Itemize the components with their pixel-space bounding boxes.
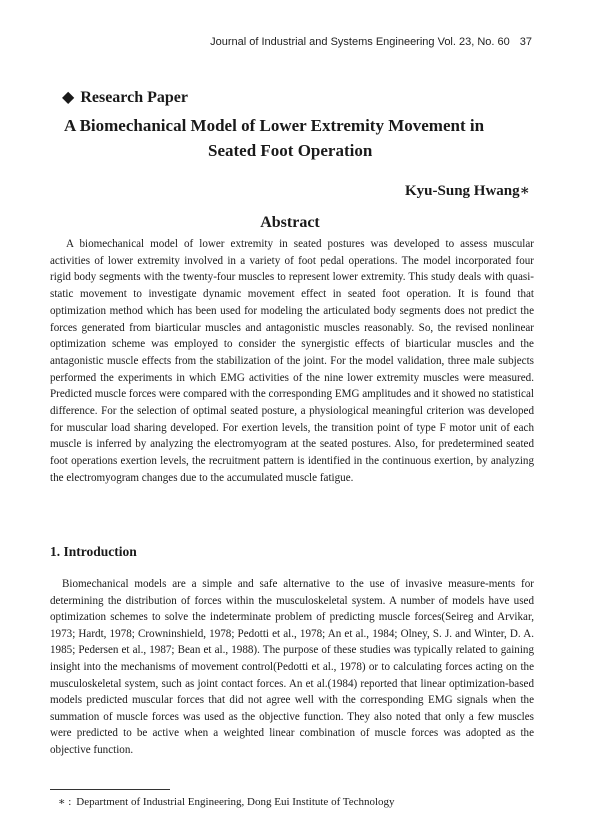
footnote-text: Department of Industrial Engineering, Dong Eui Institute of Technology bbox=[76, 796, 395, 808]
page-number: 37 bbox=[519, 36, 532, 48]
paper-title bbox=[64, 113, 544, 163]
abstract-body: A biomechanical model of lower extremity in seated postures was developed to assess muscular activities of lower extremity involved in a variety of foot pedal operations. The model incorporated four rigid body segments with the twenty-four muscles to represent lower extremity. This study deals with quasi-static movement to investigate dynamic movement effect in seated foot operation. It is found that optimization method which has been used for modeling the articulated body segments does not predict the forces generated from biarticular muscles and antagonistic muscles reasonably. So, the revised nonlinear optimization scheme was employed to consider the synergistic effects of biarticular muscles and the antagonistic muscle effects from the stabilization of the joint. For the model validation, three male subjects performed the experiments in which EMG activities of the nine lower extremity muscles were measured. Predicted muscle forces were compared with the corresponding EMG amplitudes and it showed no statistical difference. For the selection of optimal seated posture, a physiological meaningful criterion was developed for muscular load sharing developed. For exertion levels, the transition point of type F motor unit of each muscle is inferred by analyzing the electromyogram at the seated postures. Also, for predetermined seated foot operations exertion levels, the recruitment pattern is identified in the continuous exertion, by analyzing the electromyogram changes due to the accumulated muscle fatigue. bbox=[50, 238, 534, 484]
title-line-2: Seated Foot Operation bbox=[208, 141, 373, 160]
section-label-text: Research Paper bbox=[80, 89, 188, 106]
abstract-heading: Abstract bbox=[260, 214, 320, 231]
section-label bbox=[62, 87, 188, 107]
title-line-1: A Biomechanical Model of Lower Extremity Movement in bbox=[64, 116, 485, 135]
diamond-bullet-icon: ◆ bbox=[62, 89, 75, 106]
introduction-body: Biomechanical models are a simple and safe alternative to the use of invasive measure-ments for determining the distribution of forces within the musculoskeletal system. A number of models have used optimization schemes to solve the indeterminate problem of predicting muscle forces(Seireg and Arvikar, 1973; Hardt, 1978; Crowninshield, 1978; Pedotti et al., 1978; An et al., 1984; Olney, S. J. and Winter, D. A. 1985; Pedersen et al., 1987; Bean et al., 1988). The purpose of these studies was typically related to gaining insight into the mechanisms of movement control(Pedotti et al., 1978) or to calculating forces acting on the musculoskeletal system, such as joint contact forces. An et al.(1984) reported that linear optimization-based models predicted muscular forces that did not agree well with the corresponding EMG signals when the summation of muscle forces was used as the objective function. They also noted that only a few muscles were predicted to be active when a weighted linear combination of muscle forces was adopted as the objective function. bbox=[50, 578, 534, 756]
running-header bbox=[210, 36, 532, 48]
footnote bbox=[58, 795, 395, 808]
journal-name: Journal of Industrial and Systems Engineering Vol. 23, No. 60 bbox=[210, 36, 510, 48]
footnote-divider bbox=[50, 789, 170, 790]
footnote-mark: ∗ : bbox=[58, 796, 72, 808]
introduction-heading: 1. Introduction bbox=[50, 544, 137, 559]
author-name: Kyu-Sung Hwang∗ bbox=[405, 183, 530, 199]
